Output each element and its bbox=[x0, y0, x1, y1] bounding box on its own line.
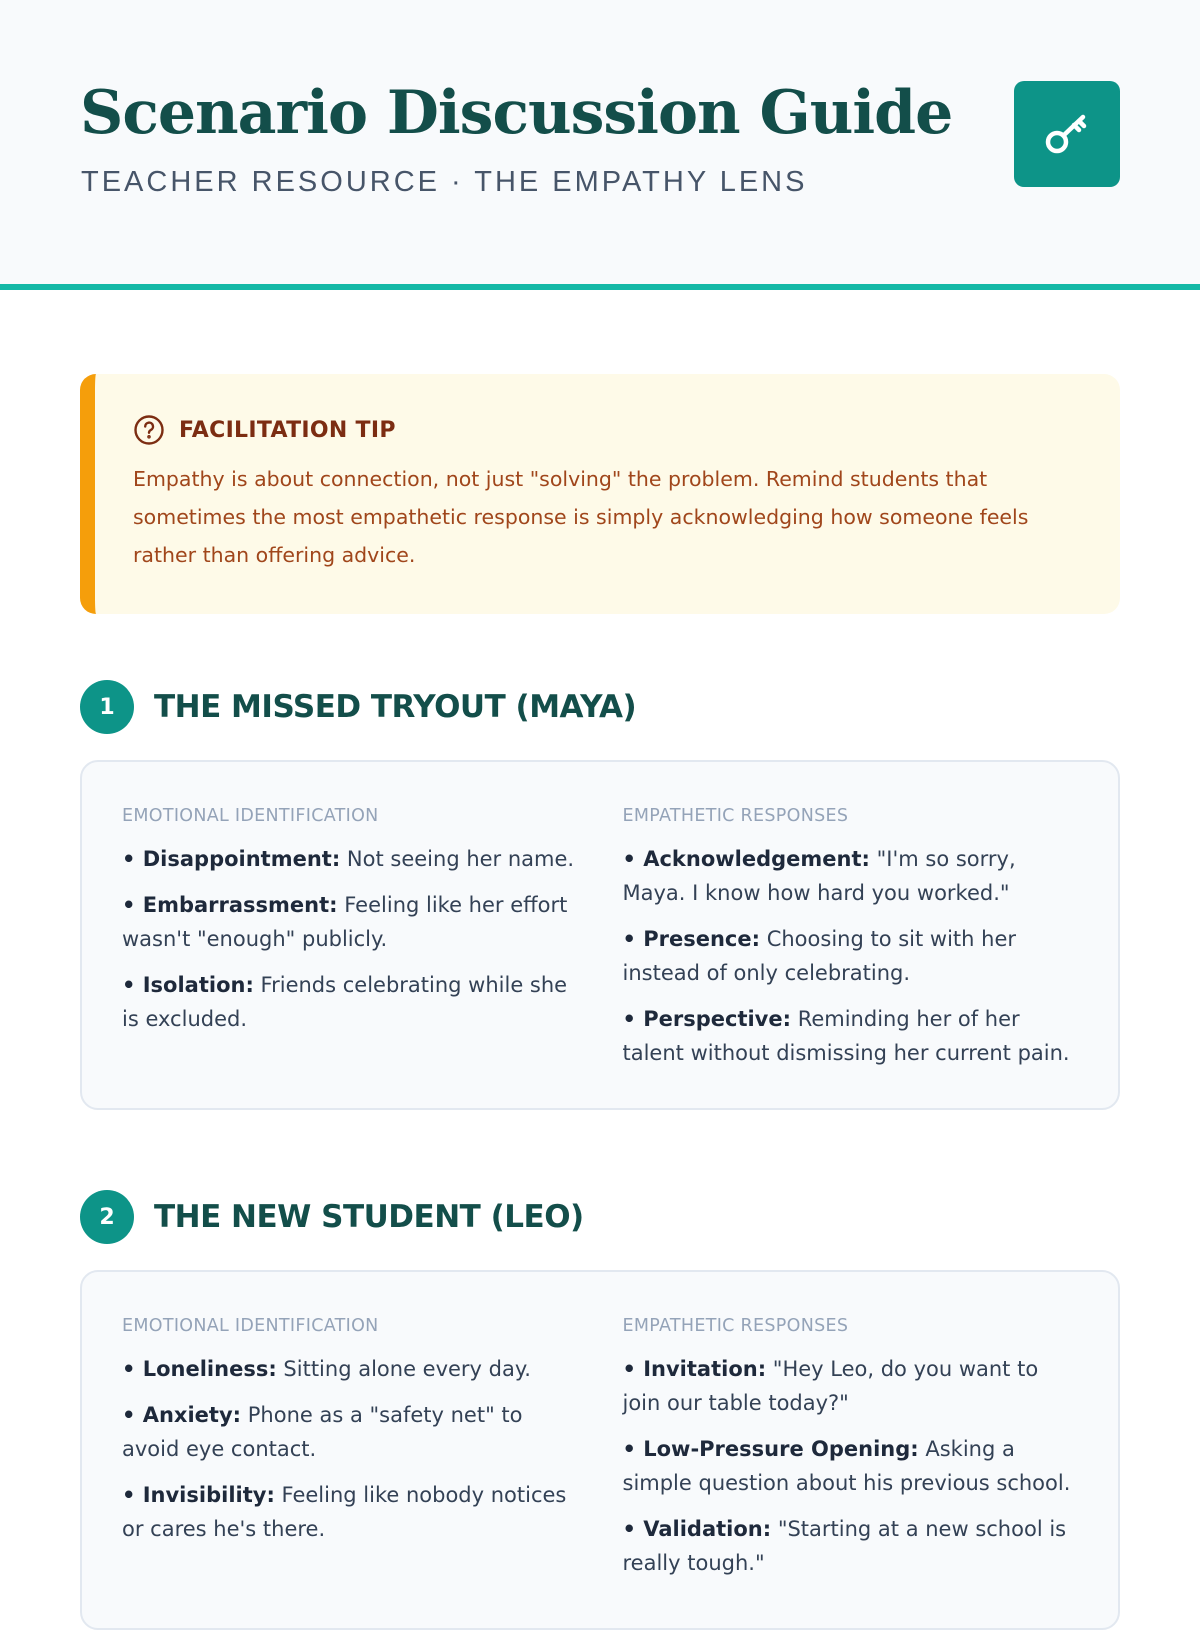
column-label: EMPATHETIC RESPONSES bbox=[622, 806, 849, 826]
list-item: • Isolation: Friends celebrating while she is excluded. bbox=[122, 973, 568, 1031]
page-subtitle: TEACHER RESOURCE · THE EMPATHY LENS bbox=[81, 166, 808, 198]
section-number-badge: 2 bbox=[80, 1190, 134, 1244]
column-label: EMOTIONAL IDENTIFICATION bbox=[122, 806, 379, 826]
emotional-identification-column bbox=[122, 802, 578, 1108]
facilitation-tip-callout bbox=[80, 374, 1120, 614]
list-item: • Anxiety: Phone as a "safety net" to avoid eye contact. bbox=[122, 1403, 523, 1461]
scenario-card-1 bbox=[80, 760, 1120, 1110]
section-header-1 bbox=[80, 680, 636, 734]
list-item: • Loneliness: Sitting alone every day. bbox=[122, 1357, 531, 1381]
key-icon bbox=[1041, 108, 1093, 160]
tip-body: Empathy is about connection, not just "solving" the problem. Remind students that sometimes the most empathetic response is simply acknowledging how someone feels rather than offering advice. bbox=[133, 467, 1029, 567]
list-item: • Embarrassment: Feeling like her effort wasn't "enough" publicly. bbox=[122, 893, 568, 951]
list-item: • Perspective: Reminding her of her talent without dismissing her current pain. bbox=[622, 1007, 1070, 1065]
section-number-badge: 1 bbox=[80, 680, 134, 734]
list-item: • Validation: "Starting at a new school is really tough." bbox=[622, 1517, 1067, 1575]
section-title: THE MISSED TRYOUT (MAYA) bbox=[154, 689, 637, 725]
section-title: THE NEW STUDENT (LEO) bbox=[154, 1199, 584, 1235]
list-item: • Disappointment: Not seeing her name. bbox=[122, 847, 575, 871]
key-badge bbox=[1014, 81, 1120, 187]
empathetic-responses-column bbox=[623, 802, 1079, 1108]
section-header-2 bbox=[80, 1190, 584, 1244]
list-item: • Invisibility: Feeling like nobody notices or cares he's there. bbox=[122, 1483, 567, 1541]
page-title: Scenario Discussion Guide bbox=[80, 78, 953, 148]
list-item: • Low-Pressure Opening: Asking a simple question about his previous school. bbox=[622, 1437, 1071, 1495]
list-item: • Invitation: "Hey Leo, do you want to join our table today?" bbox=[622, 1357, 1039, 1415]
question-circle-icon bbox=[133, 414, 165, 446]
scenario-card-2 bbox=[80, 1270, 1120, 1630]
emotional-identification-column bbox=[122, 1312, 578, 1628]
list-item: • Acknowledgement: "I'm so sorry, Maya. I know how hard you worked." bbox=[622, 847, 1016, 905]
column-label: EMPATHETIC RESPONSES bbox=[622, 1316, 849, 1336]
list-item: • Presence: Choosing to sit with her instead of only celebrating. bbox=[622, 927, 1016, 985]
column-label: EMOTIONAL IDENTIFICATION bbox=[122, 1316, 379, 1336]
empathetic-responses-column bbox=[623, 1312, 1079, 1628]
page-header bbox=[0, 0, 1200, 290]
tip-title: FACILITATION TIP bbox=[179, 417, 396, 443]
